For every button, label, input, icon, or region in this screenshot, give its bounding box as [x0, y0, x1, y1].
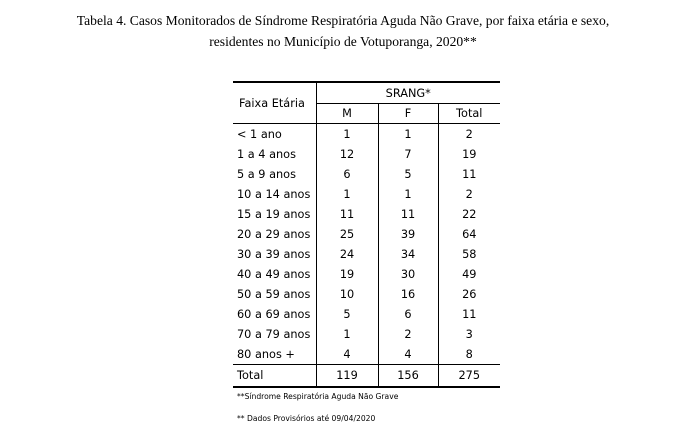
cell-m: 1 — [316, 184, 378, 204]
srang-group-header: SRANG* — [316, 82, 500, 104]
cell-total: 11 — [462, 167, 477, 181]
cell-m: 19 — [316, 264, 378, 284]
table-row — [233, 244, 500, 264]
cell-m: 1 — [316, 124, 378, 145]
cell-m: 25 — [316, 224, 378, 244]
cell-m: 10 — [316, 284, 378, 304]
table-body — [233, 124, 500, 388]
footnote-provisional: ** Dados Provisórios até 09/04/2020 — [237, 414, 376, 423]
cell-total: 2 — [465, 127, 473, 141]
table-row — [233, 204, 500, 224]
footnote-srang: **Síndrome Respiratória Aguda Não Grave — [237, 392, 399, 401]
cell-total: 8 — [465, 347, 473, 361]
total-f: 156 — [378, 365, 438, 388]
cell-total: 22 — [462, 207, 477, 221]
cell-f: 30 — [378, 264, 438, 284]
cell-m: 1 — [316, 324, 378, 344]
cell-f: 6 — [378, 304, 438, 324]
cell-f: 11 — [378, 204, 438, 224]
table-row — [233, 184, 500, 204]
table-caption — [0, 10, 686, 52]
cell-total: 64 — [462, 227, 477, 241]
table-row — [233, 144, 500, 164]
cell-f: 34 — [378, 244, 438, 264]
column-header-total: Total — [438, 104, 500, 124]
age-label: 40 a 49 anos — [233, 264, 316, 284]
table-row — [233, 344, 500, 365]
age-label: 5 a 9 anos — [233, 164, 316, 184]
cell-f: 7 — [378, 144, 438, 164]
cell-total: 11 — [462, 307, 477, 321]
total-m: 119 — [316, 365, 378, 388]
cell-f: 2 — [378, 324, 438, 344]
table-row — [233, 124, 500, 145]
cell-f: 4 — [378, 344, 438, 365]
cell-f: 1 — [378, 184, 438, 204]
cell-total: 58 — [462, 247, 477, 261]
table-row — [233, 284, 500, 304]
total-total: 275 — [438, 365, 500, 388]
caption-line-2: residentes no Município de Votuporanga, 2020** — [209, 34, 477, 49]
age-label: < 1 ano — [233, 124, 316, 145]
cell-m: 5 — [316, 304, 378, 324]
age-label: 70 a 79 anos — [233, 324, 316, 344]
total-row — [233, 365, 500, 388]
age-label: 20 a 29 anos — [233, 224, 316, 244]
cell-f: 39 — [378, 224, 438, 244]
age-label: 30 a 39 anos — [233, 244, 316, 264]
cell-f: 1 — [378, 124, 438, 145]
table-row — [233, 264, 500, 284]
table-row — [233, 164, 500, 184]
age-label: 50 a 59 anos — [233, 284, 316, 304]
age-label: 60 a 69 anos — [233, 304, 316, 324]
cell-f: 5 — [378, 164, 438, 184]
cell-total: 3 — [465, 327, 473, 341]
column-header-m: M — [316, 104, 378, 124]
cell-total: 2 — [465, 187, 473, 201]
srang-table — [233, 81, 500, 388]
age-label: 10 a 14 anos — [233, 184, 316, 204]
table-row — [233, 224, 500, 244]
cell-total: 49 — [462, 267, 477, 281]
age-label: 1 a 4 anos — [233, 144, 316, 164]
table-row — [233, 304, 500, 324]
age-group-header: Faixa Etária — [233, 82, 316, 124]
cell-total: 26 — [462, 287, 477, 301]
total-label: Total — [233, 365, 316, 388]
cell-total: 19 — [462, 147, 477, 161]
age-label: 15 a 19 anos — [233, 204, 316, 224]
cell-m: 6 — [316, 164, 378, 184]
cell-m: 12 — [316, 144, 378, 164]
cell-f: 16 — [378, 284, 438, 304]
cell-m: 4 — [316, 344, 378, 365]
caption-line-1: Tabela 4. Casos Monitorados de Síndrome Respiratória Aguda Não Grave, por faixa etária e sexo, — [76, 13, 610, 28]
cell-m: 24 — [316, 244, 378, 264]
cell-m: 11 — [316, 204, 378, 224]
table-row — [233, 324, 500, 344]
column-header-f: F — [378, 104, 438, 124]
age-label: 80 anos + — [233, 344, 316, 365]
